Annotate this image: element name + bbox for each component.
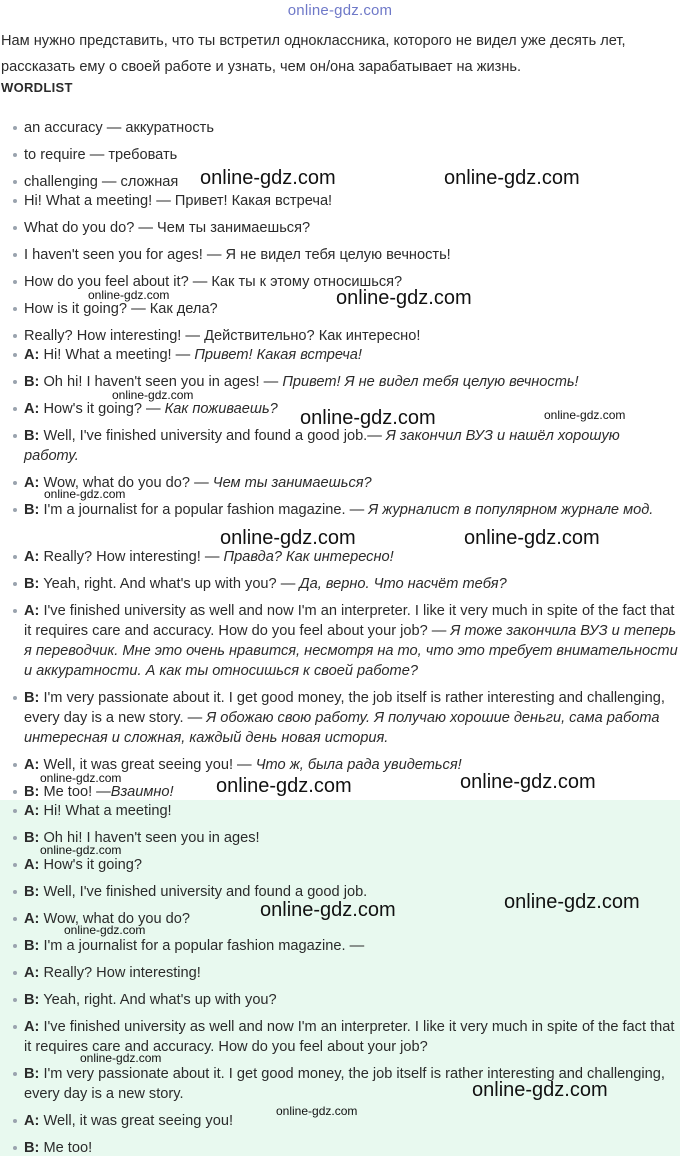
dialogue-line <box>0 855 680 875</box>
bullet-icon <box>13 763 17 767</box>
speaker-label: B: <box>24 374 40 390</box>
line-translation: Да, верно. Что насчёт тебя? <box>299 576 507 592</box>
line-english: Wow, what do you do? <box>39 911 191 927</box>
speaker-label: A: <box>24 347 40 363</box>
line-translation: Что ж, была рада увидеться! <box>255 757 462 773</box>
line-english: I've finished university as well and now I'm an interpreter. I like it very much in spite of the fact that it requires care and accuracy. How do you feel about your job? — <box>24 603 675 639</box>
watermark: online-gdz.com <box>464 527 600 549</box>
wordlist-item-text: Really? How interesting! — Действительно? Как интересно! <box>24 328 421 344</box>
bullet-icon <box>13 307 17 311</box>
wordlist-item <box>0 145 680 165</box>
bullet-icon <box>13 180 17 184</box>
bullet-icon <box>13 407 17 411</box>
speaker-label: A: <box>24 803 40 819</box>
watermark: online-gdz.com <box>200 167 336 189</box>
speaker-label: A: <box>24 857 40 873</box>
watermark: online-gdz.com <box>300 407 436 429</box>
speaker-label: A: <box>24 603 40 619</box>
wordlist-item-text: What do you do? — Чем ты занимаешься? <box>24 220 311 236</box>
watermark: online-gdz.com <box>216 775 352 797</box>
line-english: I'm very passionate about it. I get good money, the job itself is rather interesting and challenging, every day is a new story. <box>24 1066 665 1102</box>
bullet-icon <box>13 1146 17 1150</box>
dialogue-line <box>0 372 680 392</box>
line-english: Wow, what do you do? — <box>39 475 213 491</box>
dialogue-line <box>0 936 680 956</box>
wordlist-item-text: challenging — сложная <box>24 174 179 190</box>
speaker-label: B: <box>24 428 40 444</box>
line-english: Really? How interesting! <box>39 965 201 981</box>
line-translation: Я журналист в популярном журнале мод. <box>368 502 654 518</box>
watermark: online-gdz.com <box>40 843 122 857</box>
watermark: online-gdz.com <box>336 287 472 309</box>
speaker-label: B: <box>24 1140 40 1156</box>
watermark: online-gdz.com <box>460 771 596 793</box>
line-english: How's it going? — <box>39 401 165 417</box>
speaker-label: A: <box>24 965 40 981</box>
speaker-label: A: <box>24 549 40 565</box>
speaker-label: A: <box>24 1113 40 1129</box>
bullet-icon <box>13 582 17 586</box>
line-translation: Чем ты занимаешься? <box>212 475 372 491</box>
watermark: online-gdz.com <box>112 388 194 402</box>
speaker-label: B: <box>24 830 40 846</box>
watermark: online-gdz.com <box>276 1104 358 1118</box>
dialogue-line <box>0 688 680 748</box>
line-english: I'm very passionate about it. I get good money, the job itself is rather interesting and challenging, every day is a new story. — <box>24 690 665 726</box>
line-english: Really? How interesting! — <box>39 549 224 565</box>
bullet-icon <box>13 508 17 512</box>
line-translation: Привет! Я не видел тебя целую вечность! <box>282 374 579 390</box>
line-english: Yeah, right. And what's up with you? <box>39 992 277 1008</box>
line-translation: Я обожаю свою работу. Я получаю хорошие деньги, сама работа интересная и сложная, каждый день новая история. <box>24 710 660 746</box>
wordlist-heading: WORDLIST <box>1 80 73 95</box>
task-intro: Нам нужно представить, что ты встретил одноклассника, которого не видел уже десять лет, рассказать ему о своей работе и узнать, чем он/она зарабатывает на жизнь. <box>1 33 626 75</box>
speaker-label: A: <box>24 1019 40 1035</box>
line-english: I've finished university as well and now I'm an interpreter. I like it very much in spite of the fact that it requires care and accuracy. How do you feel about your job? <box>24 1019 675 1055</box>
speaker-label: B: <box>24 992 40 1008</box>
dialogue-line <box>0 990 680 1010</box>
speaker-label: A: <box>24 475 40 491</box>
line-english: Well, it was great seeing you! <box>39 1113 234 1129</box>
line-english: Hi! What a meeting! — <box>39 347 195 363</box>
line-english: Me too! <box>39 1140 93 1156</box>
bullet-icon <box>13 790 17 794</box>
speaker-label: B: <box>24 938 40 954</box>
speaker-label: A: <box>24 757 40 773</box>
site-logo[interactable]: online-gdz.com <box>287 2 393 19</box>
speaker-label: B: <box>24 576 40 592</box>
watermark: online-gdz.com <box>80 1051 162 1065</box>
line-english: I'm a journalist for a popular fashion magazine. — <box>39 938 365 954</box>
watermark: online-gdz.com <box>88 288 170 302</box>
watermark: online-gdz.com <box>472 1079 608 1101</box>
speaker-label: B: <box>24 502 40 518</box>
watermark: online-gdz.com <box>220 527 356 549</box>
dialogue-line <box>0 801 680 821</box>
wordlist-item <box>0 191 680 211</box>
line-translation: Я закончил ВУЗ и нашёл хорошую работу. <box>24 428 620 464</box>
bullet-icon <box>13 434 17 438</box>
line-english: Hi! What a meeting! <box>39 803 172 819</box>
line-english: Oh hi! I haven't seen you in ages! <box>39 830 260 846</box>
bullet-icon <box>13 890 17 894</box>
bullet-icon <box>13 609 17 613</box>
line-translation: Как поживаешь? <box>164 401 278 417</box>
bullet-icon <box>13 809 17 813</box>
dialogue-line <box>0 426 680 466</box>
bullet-icon <box>13 226 17 230</box>
dialogue-line <box>0 1138 680 1158</box>
line-english: Well, it was great seeing you! — <box>39 757 256 773</box>
bullet-icon <box>13 126 17 130</box>
line-english: How's it going? <box>39 857 142 873</box>
wordlist-item <box>0 326 680 346</box>
watermark: online-gdz.com <box>504 891 640 913</box>
line-translation: Я тоже закончила ВУЗ и теперь я переводчик. Мне это очень нравится, несмотря на то, что это требует внимательности и аккуратности. А как ты относишься к своей работе? <box>24 623 678 679</box>
bullet-icon <box>13 253 17 257</box>
speaker-label: B: <box>24 690 40 706</box>
bullet-icon <box>13 944 17 948</box>
line-translation: Взаимно! <box>110 784 174 800</box>
speaker-label: B: <box>24 784 40 800</box>
bullet-icon <box>13 353 17 357</box>
speaker-label: B: <box>24 884 40 900</box>
wordlist-item-text: Hi! What a meeting! — Привет! Какая встреча! <box>24 193 333 209</box>
bullet-icon <box>13 1072 17 1076</box>
bullet-icon <box>13 1025 17 1029</box>
bullet-icon <box>13 696 17 700</box>
dialogue-line <box>0 547 680 567</box>
bullet-icon <box>13 334 17 338</box>
line-translation: Привет! Какая встреча! <box>194 347 362 363</box>
bullet-icon <box>13 917 17 921</box>
wordlist-item <box>0 245 680 265</box>
bullet-icon <box>13 1119 17 1123</box>
wordlist-item <box>0 218 680 238</box>
bullet-icon <box>13 280 17 284</box>
watermark: online-gdz.com <box>40 771 122 785</box>
bullet-icon <box>13 153 17 157</box>
dialogue-line <box>0 500 680 520</box>
speaker-label: A: <box>24 401 40 417</box>
watermark: online-gdz.com <box>444 167 580 189</box>
wordlist-item-text: I haven't seen you for ages! — Я не видел тебя целую вечность! <box>24 247 451 263</box>
wordlist-item-text: How is it going? — Как дела? <box>24 301 218 317</box>
line-translation: Правда? Как интересно! <box>223 549 394 565</box>
line-english: Me too! — <box>39 784 111 800</box>
speaker-label: B: <box>24 1066 40 1082</box>
bullet-icon <box>13 380 17 384</box>
wordlist-item-text: How do you feel about it? — Как ты к этому относишься? <box>24 274 403 290</box>
dialogue-line <box>0 345 680 365</box>
wordlist-item <box>0 118 680 138</box>
dialogue-line <box>0 963 680 983</box>
wordlist-item-text: to require — требовать <box>24 147 178 163</box>
bullet-icon <box>13 481 17 485</box>
line-english: Yeah, right. And what's up with you? — <box>39 576 300 592</box>
bullet-icon <box>13 555 17 559</box>
speaker-label: A: <box>24 911 40 927</box>
watermark: online-gdz.com <box>544 408 626 422</box>
bullet-icon <box>13 971 17 975</box>
bullet-icon <box>13 836 17 840</box>
watermark: online-gdz.com <box>44 487 126 501</box>
bullet-icon <box>13 863 17 867</box>
line-english: Well, I've finished university and found a good job. <box>39 884 368 900</box>
line-english: Well, I've finished university and found a good job.— <box>39 428 386 444</box>
bullet-icon <box>13 199 17 203</box>
line-english: I'm a journalist for a popular fashion magazine. — <box>39 502 369 518</box>
bullet-icon <box>13 998 17 1002</box>
watermark: online-gdz.com <box>64 923 146 937</box>
dialogue-line <box>0 574 680 594</box>
wordlist-item-text: an accuracy — аккуратность <box>24 120 214 136</box>
line-english: Oh hi! I haven't seen you in ages! — <box>39 374 283 390</box>
watermark: online-gdz.com <box>260 899 396 921</box>
dialogue-line <box>0 601 680 681</box>
